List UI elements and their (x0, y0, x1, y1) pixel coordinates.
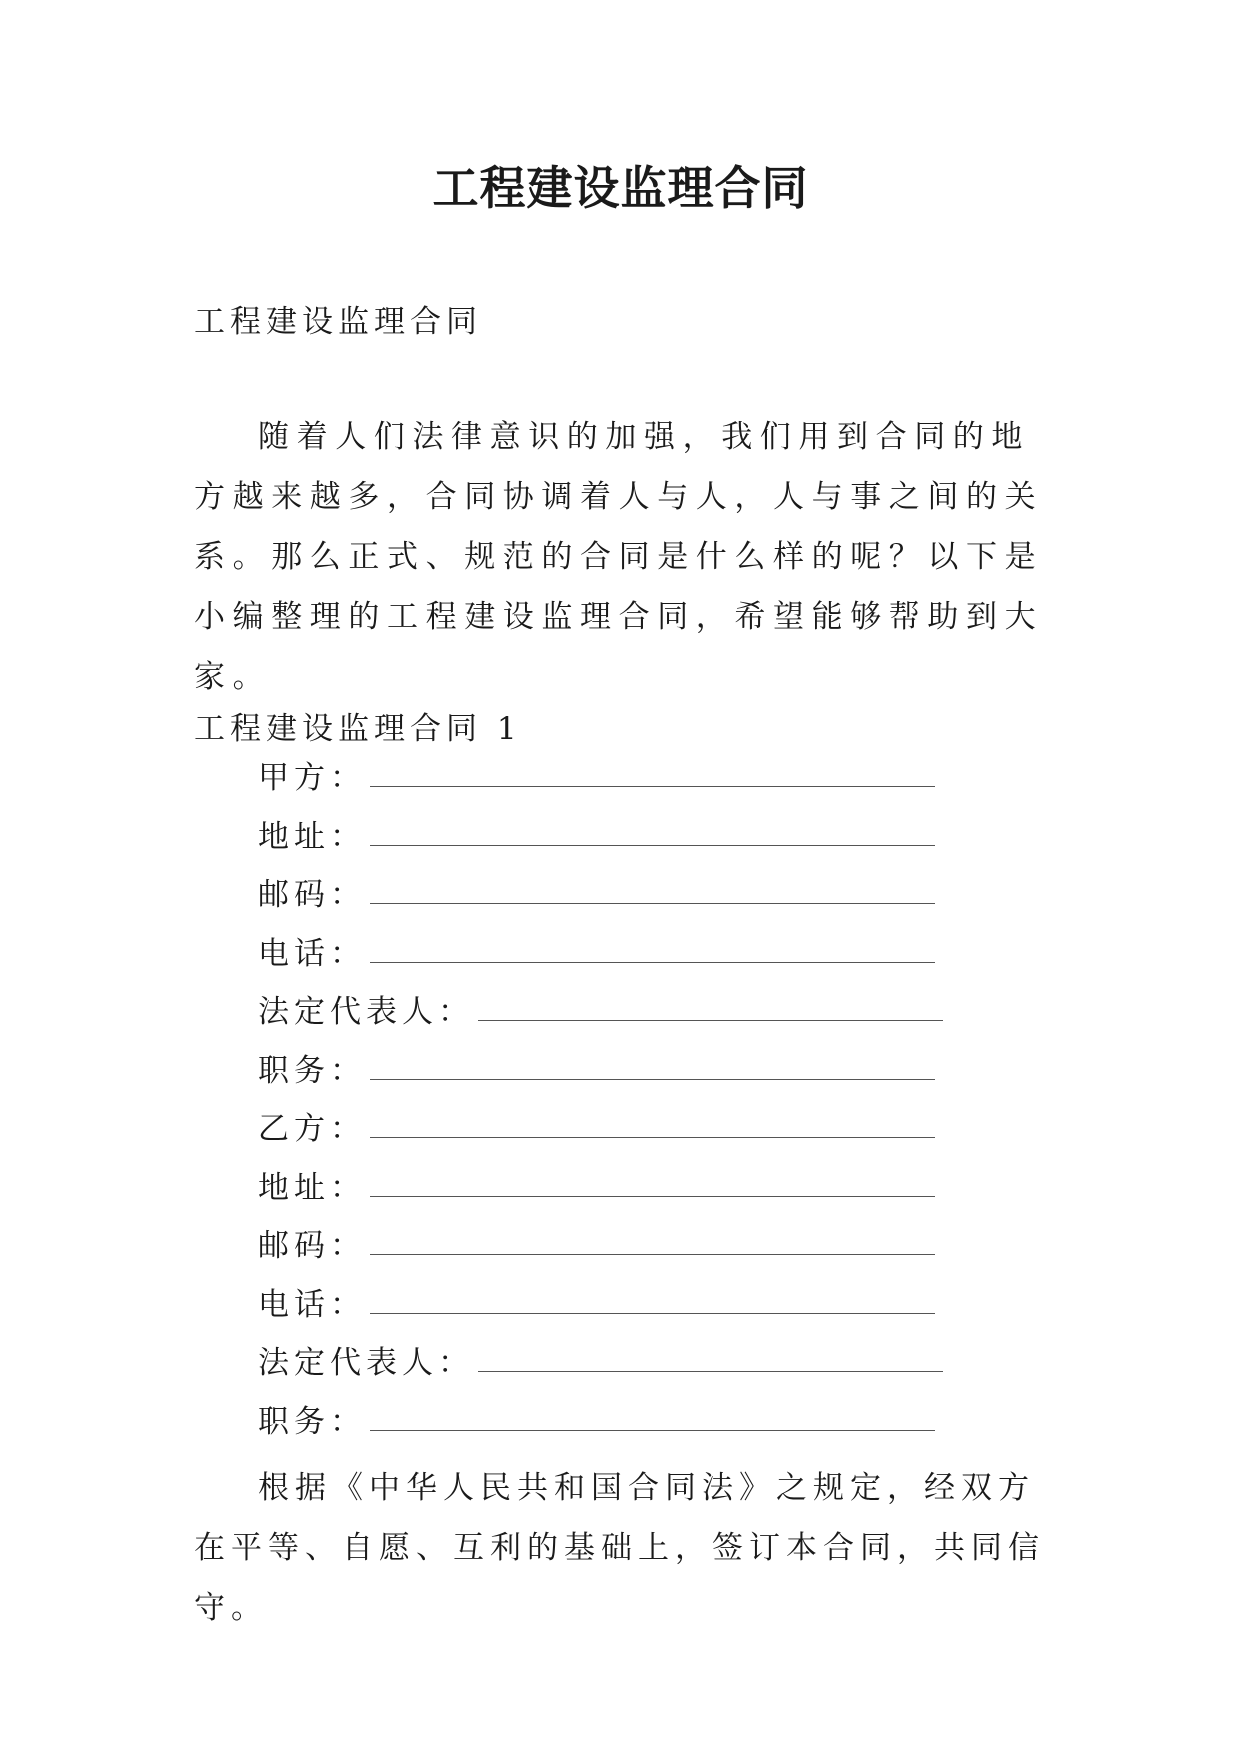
field-label: 乙方： (258, 1111, 366, 1147)
field-label: 邮码： (258, 877, 366, 913)
party-b-address-field (258, 1162, 943, 1221)
closing-paragraph: 根据《中华人民共和国合同法》之规定，经双方在平等、自愿、互利的基础上，签订本合同，共同信守。 (194, 1470, 1045, 1626)
field-label: 电话： (258, 1286, 366, 1323)
field-label: 职务： (258, 1052, 366, 1089)
party-a-address-field (258, 811, 943, 870)
field-label: 法定代表人： (258, 1345, 474, 1381)
fill-in-blank[interactable] (370, 1162, 935, 1197)
field-label: 电话： (258, 935, 366, 972)
party-a-position-field (258, 1045, 943, 1104)
fill-in-blank[interactable] (478, 986, 943, 1021)
document-title: 工程建设监理合同 (432, 161, 809, 215)
fill-in-blank[interactable] (370, 1279, 935, 1314)
party-b-postcode-field (258, 1220, 943, 1279)
fill-in-blank[interactable] (370, 752, 935, 787)
fill-in-blank[interactable] (370, 1396, 935, 1431)
fill-in-blank[interactable] (478, 1337, 943, 1372)
fill-in-blank[interactable] (370, 928, 935, 963)
party-a-legal-rep-field (258, 986, 943, 1045)
fill-in-blank[interactable] (370, 869, 935, 904)
field-label: 邮码： (258, 1228, 366, 1264)
party-a-phone-field (258, 928, 943, 987)
party-b-name-field (258, 1103, 943, 1162)
fill-in-blank[interactable] (370, 1045, 935, 1080)
field-label: 甲方： (258, 760, 366, 796)
field-label: 地址： (258, 1169, 366, 1206)
document-subtitle: 工程建设监理合同 (194, 304, 482, 340)
fill-in-blank[interactable] (370, 1103, 935, 1138)
field-label: 职务： (258, 1403, 366, 1440)
field-label: 法定代表人： (258, 994, 474, 1030)
party-b-legal-rep-field (258, 1337, 943, 1396)
fill-in-blank[interactable] (370, 811, 935, 846)
party-b-position-field (258, 1396, 943, 1455)
field-label: 地址： (258, 818, 366, 855)
party-a-postcode-field (258, 869, 943, 928)
party-fields-list (258, 752, 943, 1454)
intro-paragraph: 随着人们法律意识的加强，我们用到合同的地方越来越多，合同协调着人与人，人与事之间的关系。那么正式、规范的合同是什么样的呢？以下是小编整理的工程建设监理合同，希望能够帮助到大家。 (194, 419, 1044, 695)
party-b-phone-field (258, 1279, 943, 1338)
fill-in-blank[interactable] (370, 1220, 935, 1255)
section-heading: 工程建设监理合同 1 (194, 711, 522, 747)
party-a-name-field (258, 752, 943, 811)
